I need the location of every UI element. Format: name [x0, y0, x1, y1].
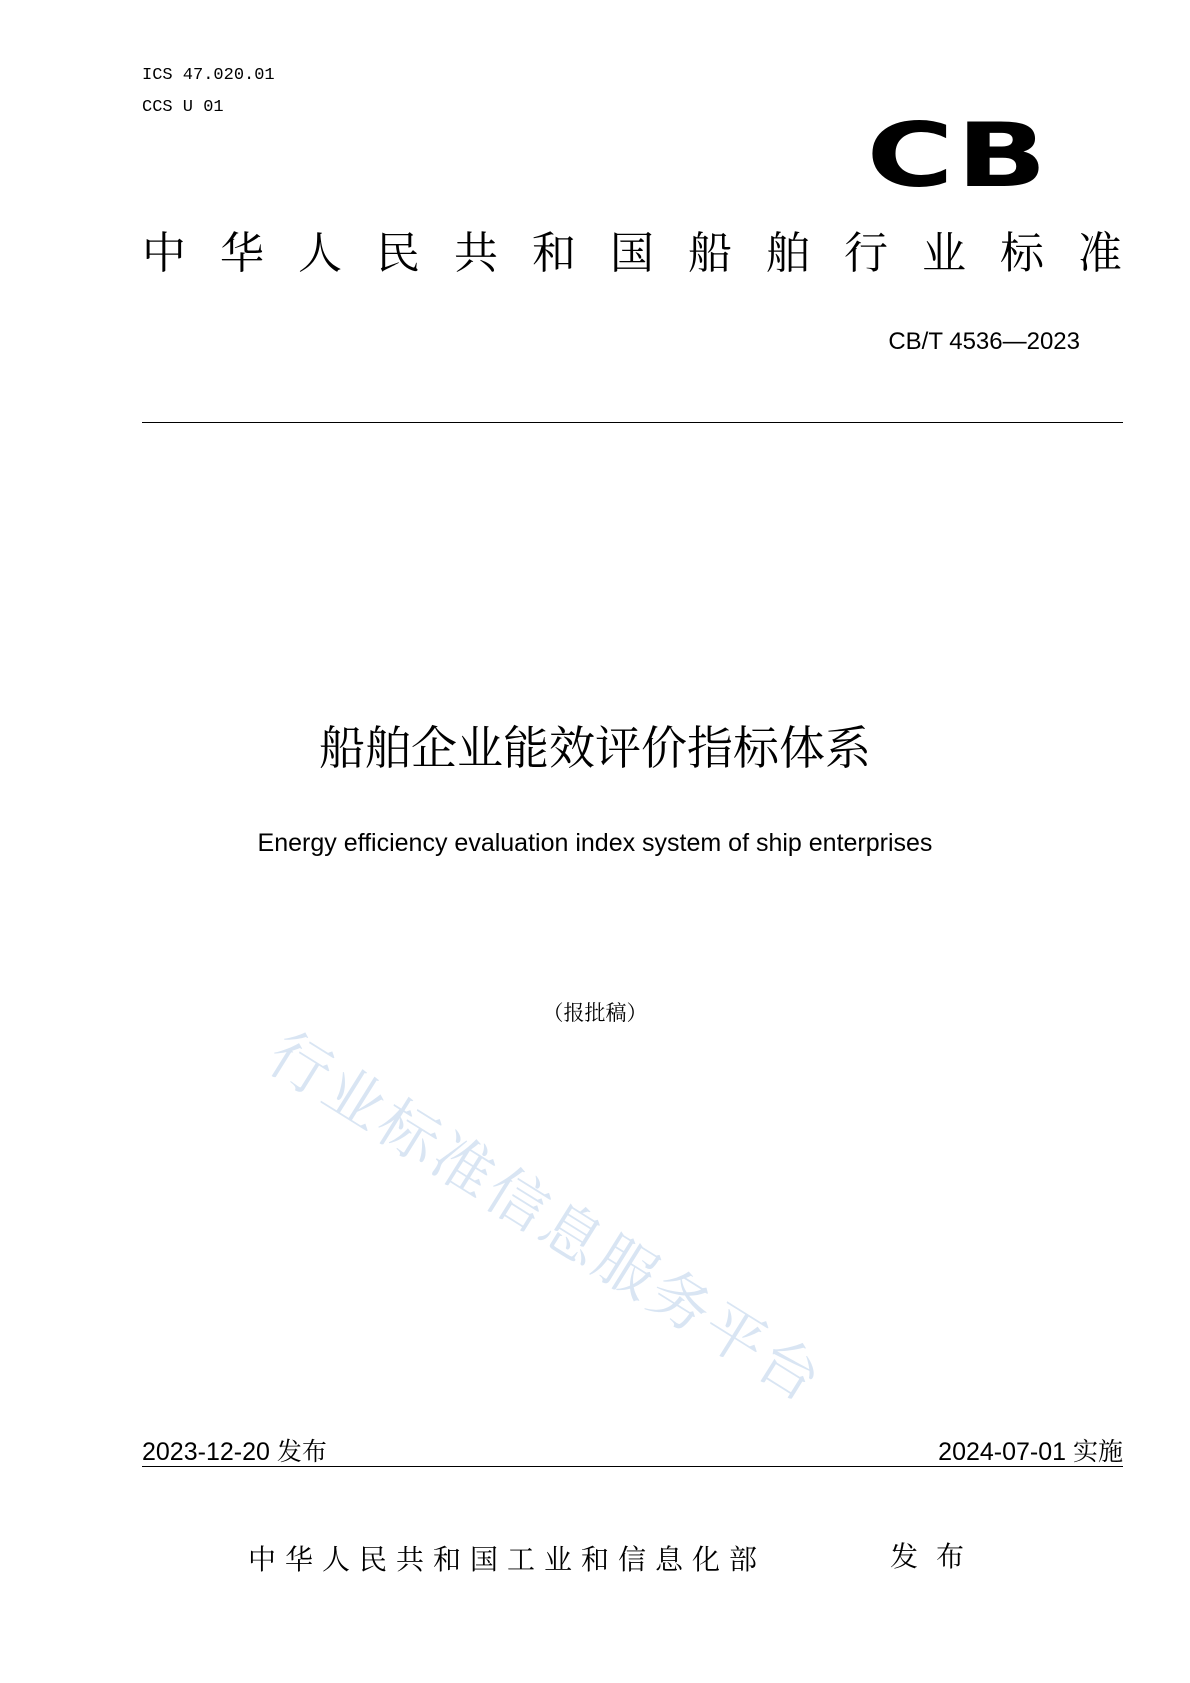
standard-type-title: 中华人民共和国船舶行业标准 [142, 228, 1156, 279]
ics-code: ICS 47.020.01 [142, 66, 275, 85]
draft-status: （报批稿） [542, 1001, 648, 1025]
document-title-cn: 船舶企业能效评价指标体系 [319, 721, 871, 775]
footer-divider [142, 1466, 1123, 1467]
cb-logo: CB [866, 104, 1050, 207]
standard-code: CB/T 4536—2023 [888, 328, 1080, 355]
watermark: 行业标准信息服务平台 [256, 1019, 836, 1418]
effective-date: 2024-07-01 实施 [938, 1438, 1123, 1466]
classification-codes [142, 60, 275, 124]
document-title-en: Energy efficiency evaluation index system of ship enterprises [257, 829, 933, 857]
publisher-name: 中华人民共和国工业和信息化部 [248, 1543, 767, 1576]
publish-date: 2023-12-20 发布 [142, 1438, 327, 1466]
publish-label: 发布 [890, 1540, 983, 1573]
header-divider [142, 422, 1123, 423]
ccs-code: CCS U 01 [142, 98, 224, 117]
